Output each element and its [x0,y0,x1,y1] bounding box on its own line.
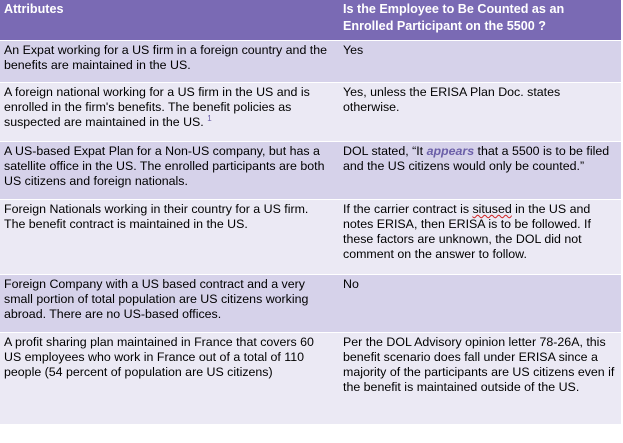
misspelled-word: sitused [472,202,512,216]
header-counted-question: Is the Employee to Be Counted as an Enrolled Participant on the 5500 ? [335,0,621,41]
answer-cell [335,200,621,275]
table-row [0,275,621,333]
answer-text-end: in the US and notes ERISA, then ERISA is to be followed. If these factors are unknown, the DOL did not comment on the answer to follow. [343,202,591,261]
attribute-cell: Foreign Company with a US based contract and a very small portion of total population are US citizens working abroad. There are no US-based offices. [0,275,335,333]
attribute-cell: Foreign Nationals working in their country for a US firm. The benefit contract is maintained in the US. [0,200,335,275]
header-row [0,0,621,41]
table-row [0,41,621,83]
footnote-marker: 1 [207,113,212,123]
attribute-cell: An Expat working for a US firm in a foreign country and the benefits are maintained in the US. [0,41,335,83]
answer-text-start: DOL stated, “It [343,144,427,158]
emphasis-word: appears [426,144,475,158]
answer-cell: Yes, unless the ERISA Plan Doc. states otherwise. [335,83,621,142]
table-row [0,333,621,425]
attribute-cell: A profit sharing plan maintained in France that covers 60 US employees who work in France out of a total of 110 people (54 percent of population are US citizens) [0,333,335,425]
answer-text-end: that a 5500 is to be filed and the US citizens would only be counted.” [343,144,610,173]
answer-cell: Yes [335,41,621,83]
attribute-cell [0,83,335,142]
answer-cell [335,142,621,200]
table-row [0,200,621,275]
answer-text-start: If the carrier contract is [343,202,473,216]
attribute-text: A foreign national working for a US firm in the US and is enrolled in the firm's benefits. The benefit policies as suspected are maintained in the US. [4,85,310,129]
answer-cell: No [335,275,621,333]
header-attributes: Attributes [0,0,335,41]
answer-cell: Per the DOL Advisory opinion letter 78-26A, this benefit scenario does fall under ERISA since a majority of the participants are US citizens even if the benefit is maintained outside of the US. [335,333,621,425]
attribute-cell: A US-based Expat Plan for a Non-US company, but has a satellite office in the US. The enrolled participants are both US citizens and foreign nationals. [0,142,335,200]
table-row [0,83,621,142]
table-row [0,142,621,200]
